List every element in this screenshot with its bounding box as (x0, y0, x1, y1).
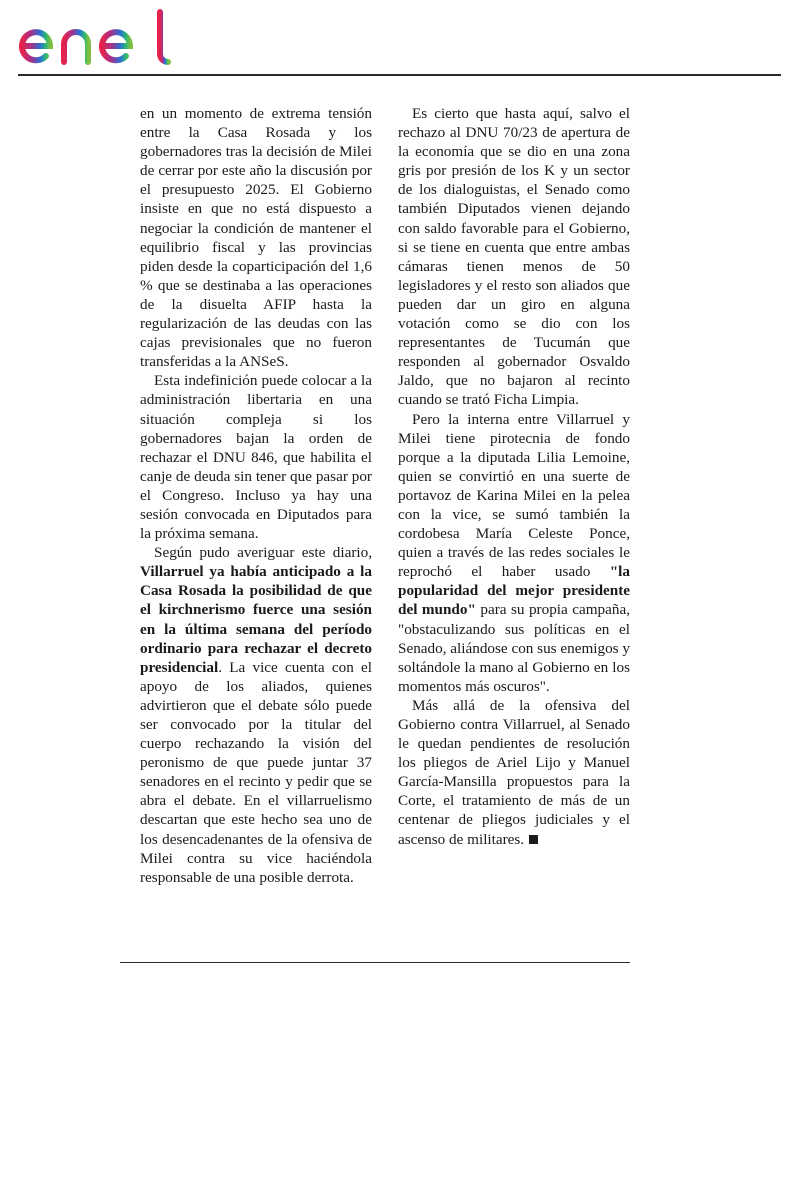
paragraph (140, 543, 372, 887)
text-span: Pero la interna entre Villarruel y Milei tiene pirotecnia de fondo porque a la diputada Lilia Lemoine, quien se convirtió en una suerte de portavoz de Karina Milei en la pelea con la vice, se sumó también la cordobesa María Celeste Ponce, quien a través de las redes sociales le reprochó el haber usado (398, 410, 630, 581)
article-column-right (398, 104, 630, 849)
enel-logo (18, 6, 178, 70)
text-span: Más allá de la ofensiva del Gobierno contra Villarruel, al Senado le quedan pendientes de resolución los pliegos de Ariel Lijo y Manuel García-Mansilla propuestos para la Corte, el tratamiento de más de un centenar de pliegos judiciales y el ascenso de militares. (398, 696, 630, 848)
paragraph (398, 696, 630, 849)
end-of-article-square-icon (529, 835, 538, 844)
paragraph (398, 410, 630, 696)
bold-quote: "la popularidad del mejor presidente del mundo" (398, 563, 630, 619)
text-span: . La vice cuenta con el apoyo de los aliados, quienes advirtieron que el debate sólo puede ser convocado por la titular del cuerpo rechazando la visión del peronismo de que puede juntar 37 senadores en el recinto y pedir que se abra el debate. En el villarruelismo descartan que este hecho sea uno de los desencadenantes de la ofensiva de Milei contra su vice haciéndola responsable de una posible derrota. (140, 658, 372, 886)
article-column-left (140, 104, 372, 887)
header-divider (18, 74, 781, 76)
bold-highlight: Villarruel ya había anticipado a la Casa Rosada la posibilidad de que el kirchnerismo fuerce una sesión en la última semana del período ordinario para rechazar el decreto presidencial (140, 563, 372, 676)
text-span: Según pudo averiguar este diario, (154, 544, 372, 562)
enel-logo-icon (18, 6, 178, 70)
paragraph: Es cierto que hasta aquí, salvo el rechazo al DNU 70/23 de apertura de la economía que se dio en una zona gris por presión de los K y un sector de los dialoguistas, el Senado como también Diputados vienen dejando con saldo favorable para el Gobierno, si se tiene en cuenta que entre ambas cámaras tienen menos de 50 legisladores y el resto son aliados que pueden dar un giro en alguna votación como se dio con los representantes de Tucumán que responden al gobernador Osvaldo Jaldo, que no bajaron al recinto cuando se trató Ficha Limpia. (398, 105, 630, 409)
paragraph: en un momento de extrema tensión entre la Casa Rosada y los gobernadores tras la decisión de Milei de cerrar por este año la discusión por el presupuesto 2025. El Gobierno insiste en que no está dispuesto a negociar la condición de mantener el equilibrio fiscal y las provincias piden desde la coparticipación del 1,6 % que se destinaba a las operaciones de la disuelta AFIP hasta la regularización de las deudas con las cajas previsionales que no fueron transferidas a la ANSeS. (140, 105, 372, 371)
text-span: para su propia campaña, "obstaculizando sus políticas en el Senado, aliándose con sus enemigos y soltándole la mano al Gobierno en los momentos más oscuros". (398, 601, 630, 695)
footer-divider (120, 962, 630, 963)
paragraph: Esta indefinición puede colocar a la administración libertaria en una situación compleja si los gobernadores bajan la orden de rechazar el DNU 846, que habilita el canje de deuda sin tener que pasar por el Congreso. Incluso ya hay una sesión convocada en Diputados para la próxima semana. (140, 372, 372, 543)
